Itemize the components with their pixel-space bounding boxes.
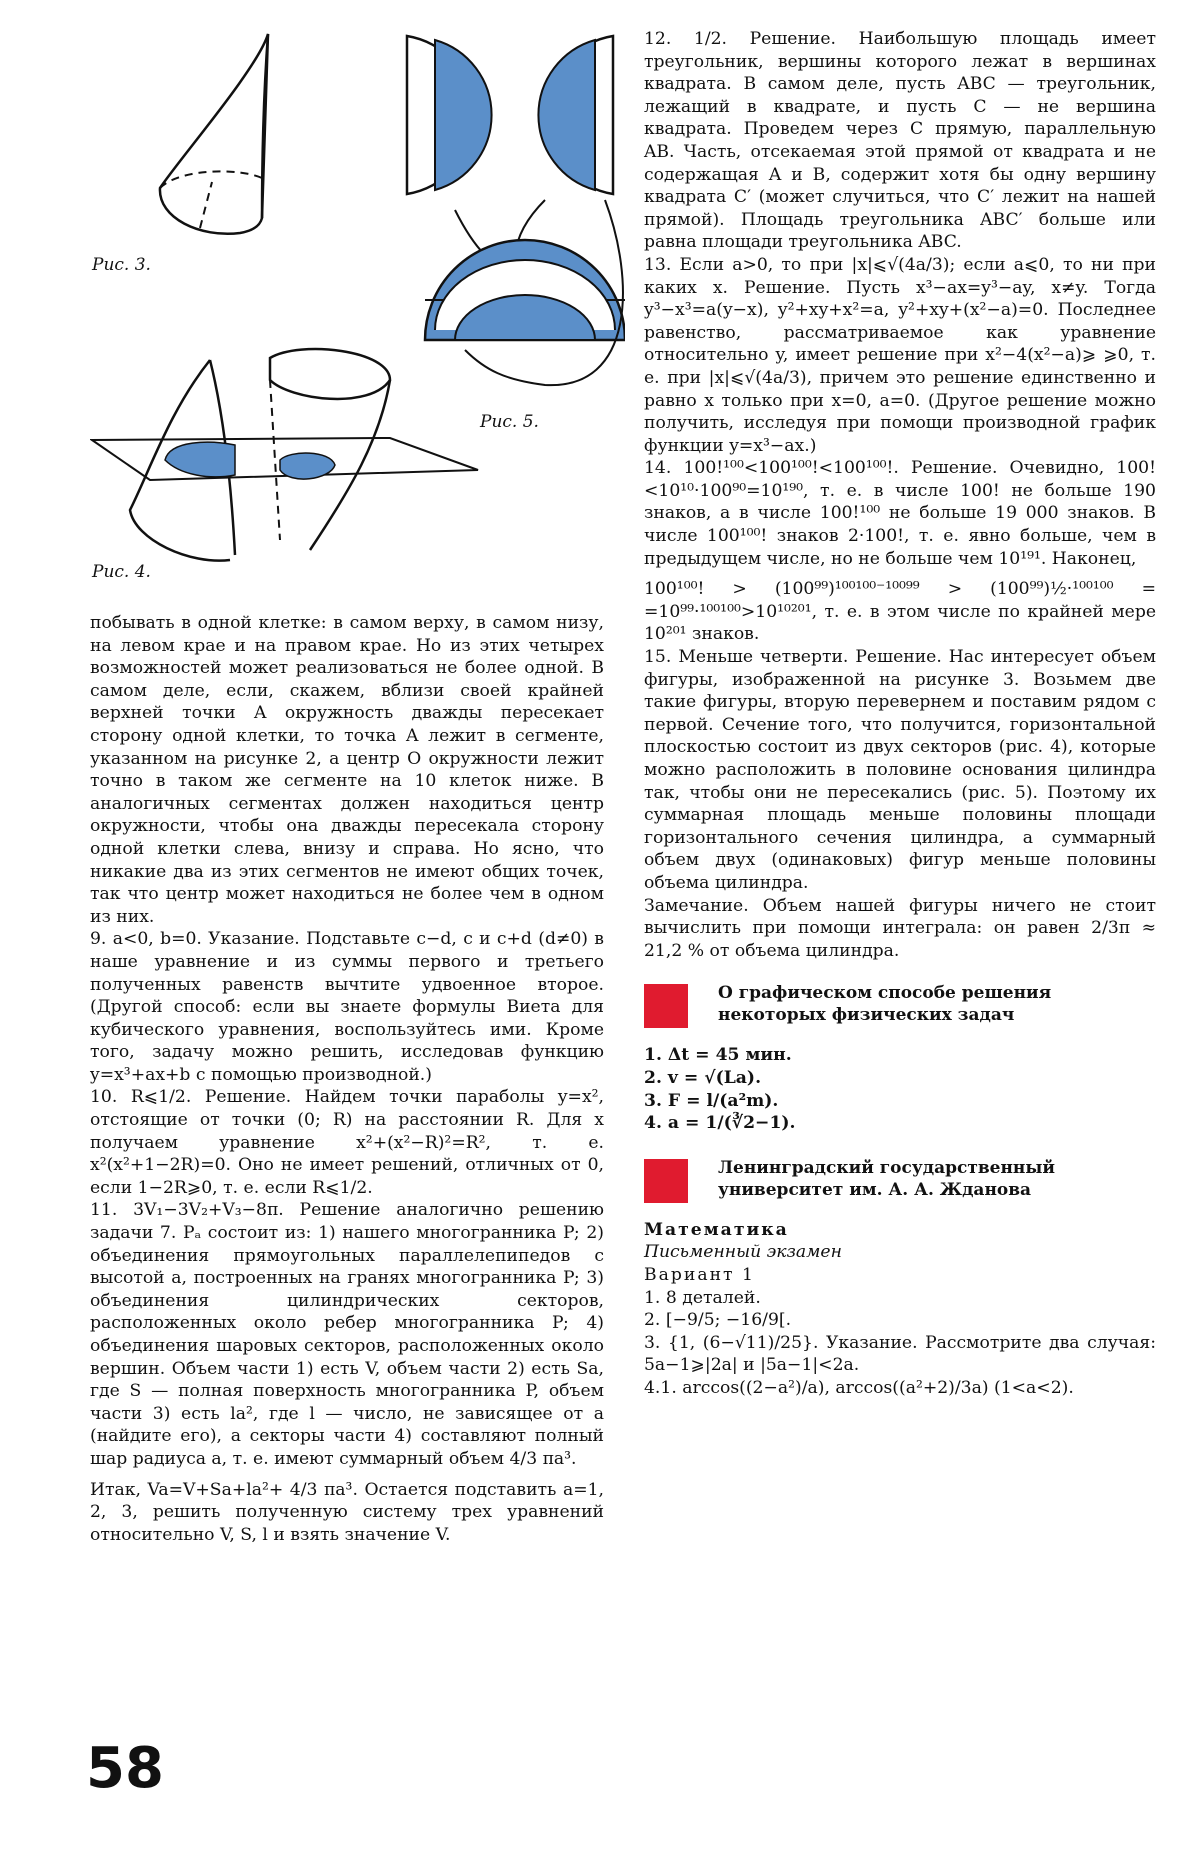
page-number: 58	[86, 1736, 164, 1801]
paragraph-circle-cells: побывать в одной клетке: в самом верху, в самом низу, на левом крае и на правом крае. Но из этих четырех возможностей может реализоваться не более одной. В самом деле, если, скажем, вблизи своей крайней верхней точки A окружность дважды пересекает сторону одной клетки, то точка A лежит в сегменте, указанном на рисунке 2, а центр O окружности лежит точно в таком же сегменте на 10 клеток ниже. В аналогичных сегментах должен находиться центр окружности, чтобы она дважды пересекала сторону одной клетки слева, внизу и справа. Но ясно, что никакие два из этих сегментов не имеют общих точек, так что центр может находиться не более чем в одном из них.	[90, 613, 604, 927]
physics-answers	[644, 1044, 1156, 1134]
section-lgu-title: Ленинградский государственный университет им. А. А. Жданова	[718, 1157, 1056, 1200]
answer-11: 11. 3V₁−3V₂+V₃−8π. Решение аналогично решению задачи 7. Pₐ состоит из: 1) нашего многогранника P; 2) объединения прямоугольных параллелепипедов с высотой a, построенных на гранях многогранника P; 3) объединения цилиндрических секторов, расположенных около ребер многогранника P; 4) объединения шаровых секторов, расположенных около вершин. Объем части 1) есть V, объем части 2) есть Sa, где S — полная поверхность многогранника P, объем части 3) есть la², где l — число, не зависящее от a (найдите его), а секторы части 4) составляют полный шар радиуса a, т. е. имеют суммарный объем 4/3 πa³.	[90, 1200, 604, 1469]
remark-15: Замечание. Объем нашей фигуры ничего не стоит вычислить при помощи интеграла: он равен 2/3π ≈ 21,2 % от объема цилиндра.	[644, 895, 1156, 961]
answer-10: 10. R⩽1/2. Решение. Найдем точки параболы y=x², отстоящие от точки (0; R) на расстоянии R. Для x получаем уравнение x²+(x²−R)²=R², т. е. x²(x²+1−2R)=0. Оно не имеет решений, отличных от 0, если 1−2R⩾0, т. е. если R⩽1/2.	[90, 1087, 604, 1198]
section-physics-title: О графическом способе решения некоторых физических задач	[718, 983, 1052, 1026]
answer-12: 12. 1/2. Решение. Наибольшую площадь имеет треугольник, вершины которого лежат в вершинах квадрата. В самом деле, пусть ABC — треугольник, лежащий в квадрате, и пусть C — не вершина квадрата. Проведем через C прямую, параллельную AB. Часть, отсекаемая этой прямой от квадрата и не содержащая A и B, содержит хотя бы одну вершину квадрата C′ (может случиться, что C′ лежит на нашей прямой). Площадь треугольника ABC′ больше или равна площади треугольника ABC.	[644, 29, 1156, 253]
figure-4-caption: Рис. 4.	[92, 562, 151, 582]
section-marker	[644, 984, 688, 1028]
right-column	[644, 28, 1156, 1399]
figure-5-caption: Рис. 5.	[480, 412, 539, 432]
physics-answer-2: 2. v = √(La).	[644, 1067, 762, 1088]
answer-13: 13. Если a>0, то при |x|⩽√(4a/3); если a⩽0, то ни при каких x. Решение. Пусть x³−ax=y³−ay, x≠y. Тогда y³−x³=a(y−x), y²+xy+x²=a, y²+xy+(x²−a)=0. Последнее равенство, рассматриваемое как уравнение относительно y, имеет решение при x²−4(x²−a)⩾ ⩾0, т. е. при |x|⩽√(4a/3), причем это решение единственно и равно x только при x=0, a=0. (Другое решение можно получить, исследуя при помощи производной график функции y=x³−ax.)	[644, 254, 1156, 456]
lgu-answer-3: 3. {1, (6−√11)/25}. Указание. Рассмотрите два случая: 5a−1⩾|2a| и |5a−1|<2a.	[644, 1332, 1156, 1376]
answer-14-inequality: 100¹⁰⁰! > (100⁹⁹)¹⁰⁰¹⁰⁰⁻¹⁰⁰⁹⁹ > (100⁹⁹)½·¹⁰⁰¹⁰⁰ = =10⁹⁹·¹⁰⁰¹⁰⁰>10¹⁰²⁰¹, т. е. в этом числе по крайней мере 10²⁰¹ знаков.	[644, 579, 1156, 645]
answer-15: 15. Меньше четверти. Решение. Нас интересует объем фигуры, изображенной на рисунке 3. Возьмем две такие фигуры, вторую перевернем и поставим рядом с первой. Сечение того, что получится, горизонтальной плоскостью состоит из двух секторов (рис. 4), которые можно расположить в половине основания цилиндра так, чтобы они не пересекались (рис. 5). Поэтому их суммарная площадь меньше половины площади горизонтального сечения цилиндра, а суммарный объем двух (одинаковых) фигур меньше половины объема цилиндра.	[644, 647, 1156, 893]
physics-answer-1: 1. Δt = 45 мин.	[644, 1045, 792, 1066]
figure-3-caption: Рис. 3.	[92, 255, 151, 275]
variant-heading: Вариант 1	[644, 1264, 755, 1285]
answer-11-conclusion: Итак, Va=V+Sa+la²+ 4/3 πa³. Остается подставить a=1, 2, 3, решить полученную систему трех уравнений относительно V, S, l и взять значение V.	[90, 1479, 604, 1545]
figure-5-drawing	[395, 30, 625, 400]
figure-3-drawing	[140, 28, 300, 258]
answer-14: 14. 100!¹⁰⁰<100¹⁰⁰!<100¹⁰⁰!. Решение. Очевидно, 100!<10¹⁰·100⁹⁰=10¹⁹⁰, т. е. в числе 100! не больше 190 знаков, а в числе 100!¹⁰⁰ не больше 19 000 знаков. В числе 100¹⁰⁰! знаков 2·100!, т. е. явно больше, чем в предыдущем числе, но не больше чем 10¹⁹¹. Наконец,	[644, 458, 1156, 569]
exam-heading: Письменный экзамен	[644, 1242, 842, 1263]
lgu-answer-4: 4.1. arccos((2−a²)/a), arccos((a²+2)/3a) (1<a<2).	[644, 1377, 1074, 1398]
section-lgu-header	[644, 1157, 1156, 1209]
physics-answer-3: 3. F = l/(a²m).	[644, 1090, 779, 1111]
answer-9: 9. a<0, b=0. Указание. Подставьте c−d, c и c+d (d≠0) в наше уравнение и из суммы первого и третьего полученных равенств вычтите удвоенное второе. (Другой способ: если вы знаете формулы Виета для кубического уравнения, воспользуйтесь ими. Кроме того, задачу можно решить, исследовав функцию y=x³+ax+b с помощью производной.)	[90, 929, 604, 1085]
subject-heading: Математика	[644, 1219, 789, 1240]
section-marker	[644, 1159, 688, 1203]
left-column	[90, 612, 604, 1546]
section-physics-header	[644, 982, 1156, 1034]
physics-answer-4: 4. a = 1/(∛2−1).	[644, 1113, 796, 1134]
lgu-answer-2: 2. [−9/5; −16/9[.	[644, 1310, 792, 1331]
lgu-answer-1: 1. 8 деталей.	[644, 1287, 761, 1308]
